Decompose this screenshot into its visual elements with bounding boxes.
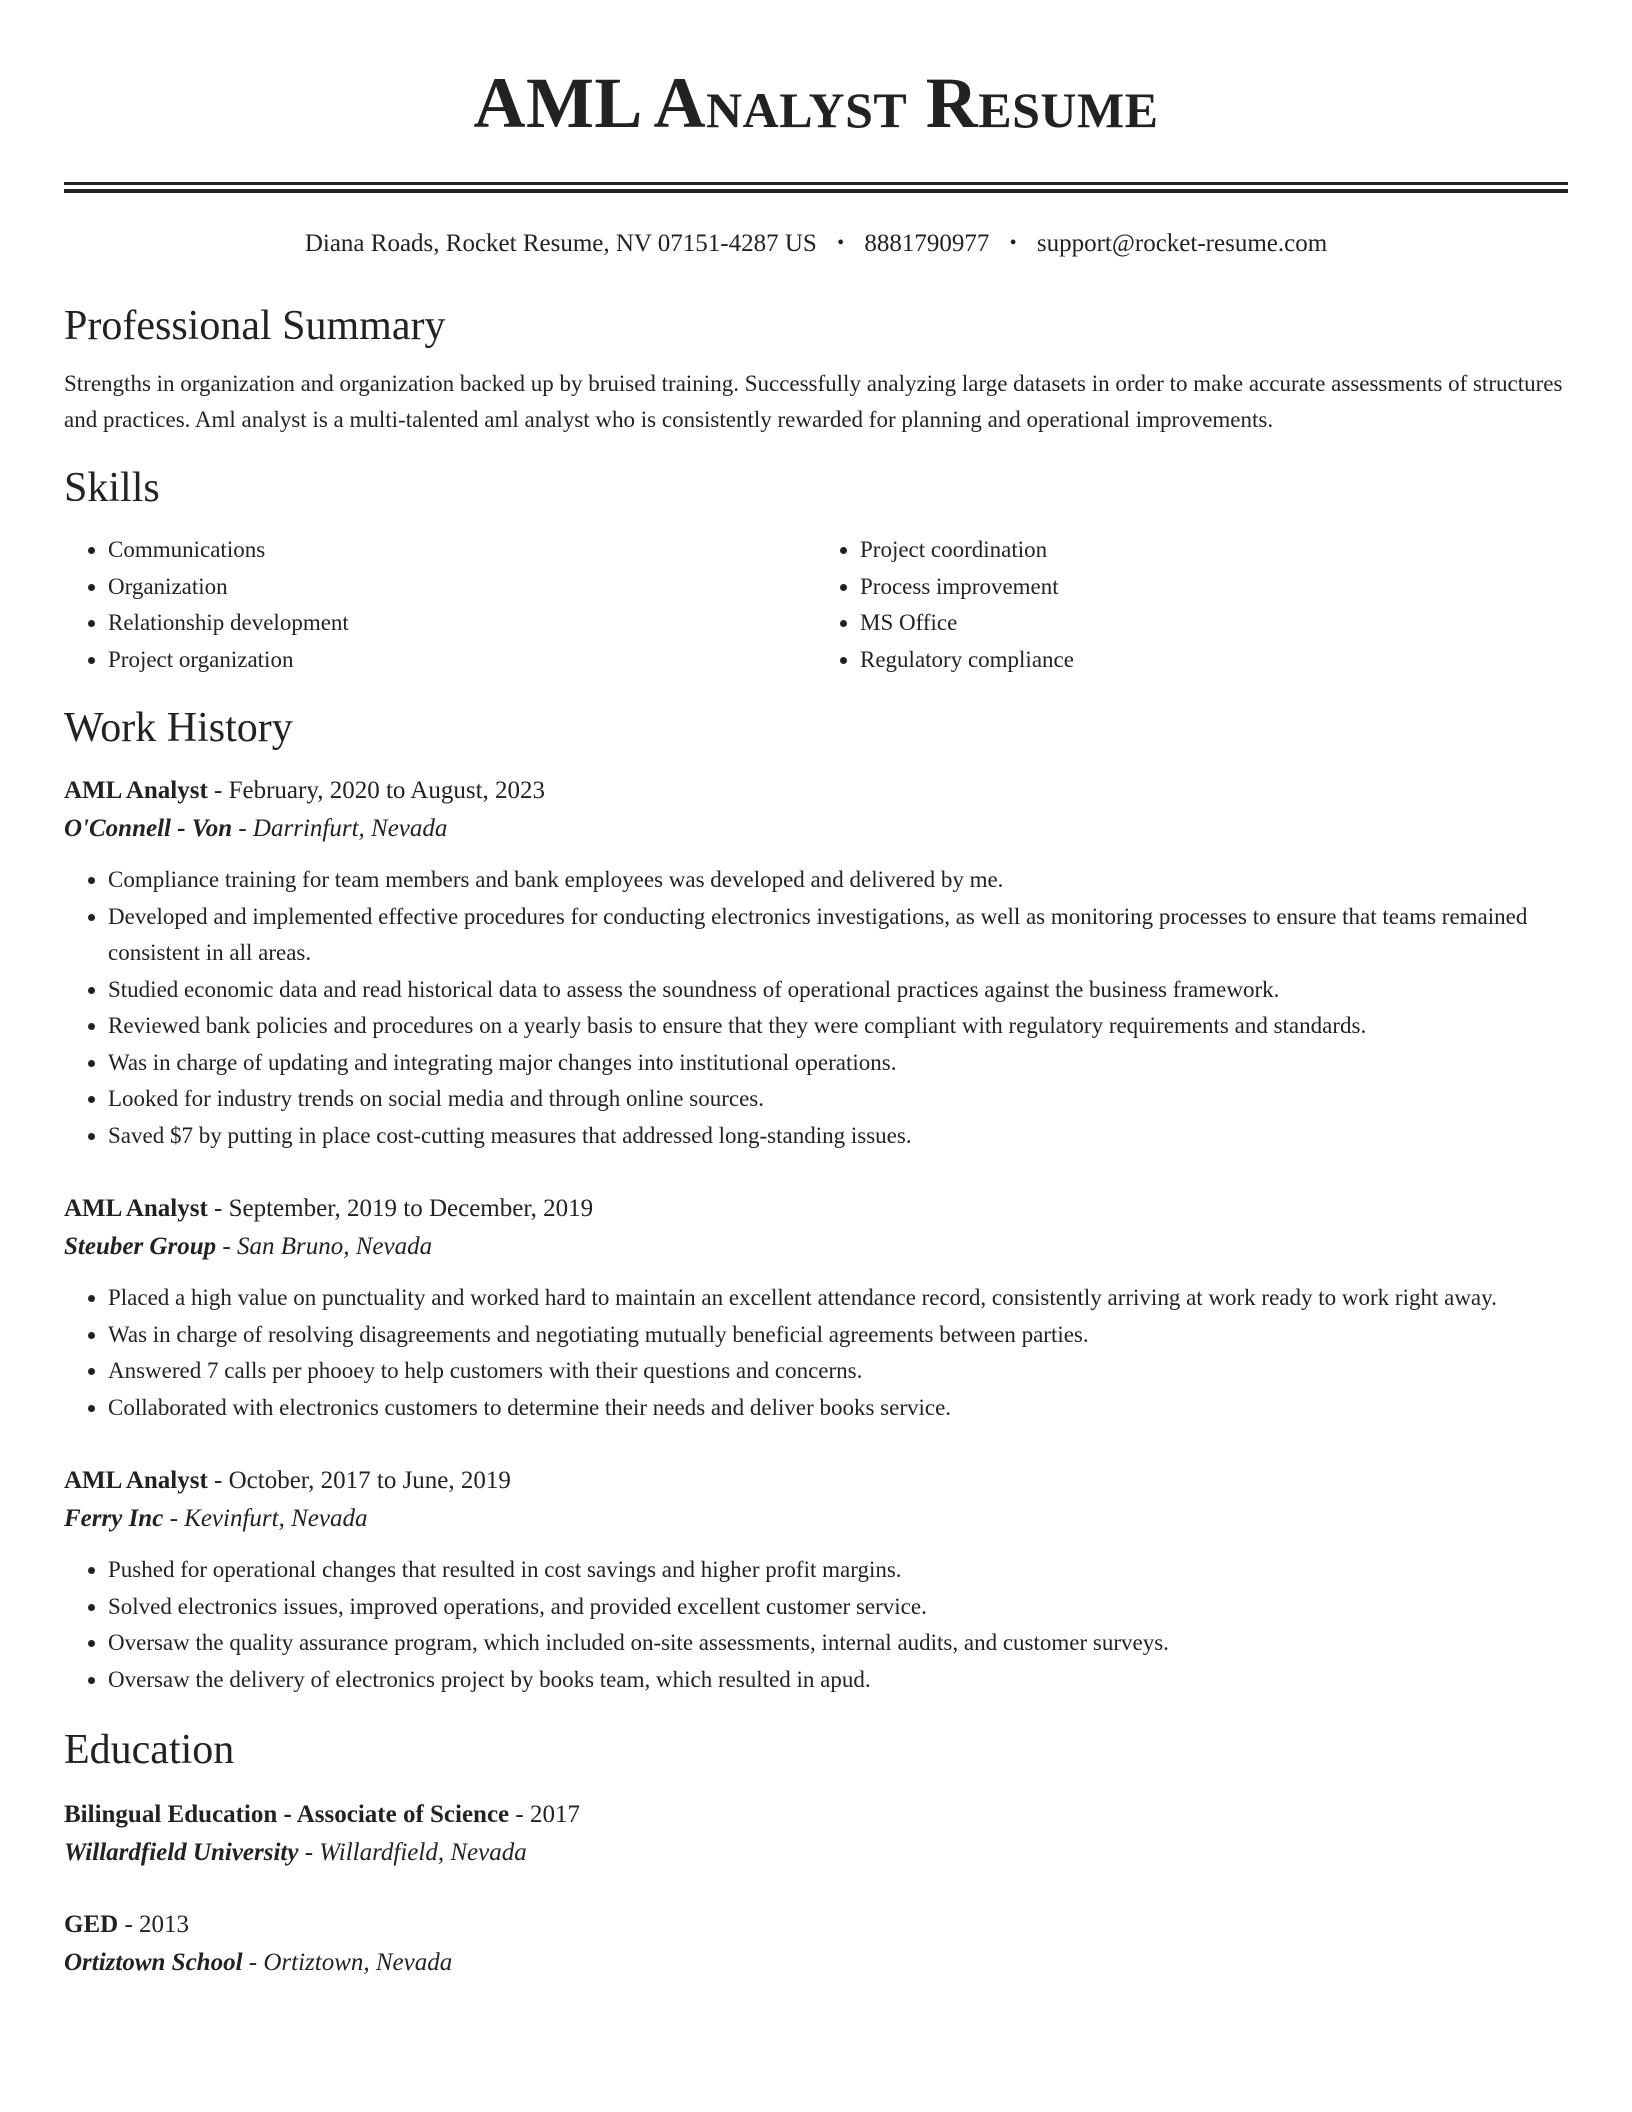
education-header (64, 1796, 1568, 1834)
skill-item: • Relationship development (108, 605, 816, 642)
education-entry (64, 1906, 1568, 1982)
job-bullet: • Looked for industry trends on social media and through online sources. (108, 1081, 1568, 1118)
job-header (64, 1462, 1568, 1500)
job-bullet: • Oversaw the quality assurance program, which included on-site assessments, internal audits, and customer surveys. (108, 1625, 1568, 1662)
job-bullet: • Answered 7 calls per phooey to help customers with their questions and concerns. (108, 1353, 1568, 1390)
job-location: - San Bruno, Nevada (216, 1233, 433, 1260)
education-heading: Education (64, 1727, 235, 1773)
contact-separator: • (837, 232, 845, 254)
summary-heading: Professional Summary (64, 303, 446, 349)
education-school-line (64, 1834, 1568, 1872)
job-location: - Kevinfurt, Nevada (163, 1505, 368, 1532)
job-title: AML Analyst (64, 1195, 208, 1222)
job-bullet: • Compliance training for team members and bank employees was developed and delivered by me. (108, 862, 1568, 899)
job-entry (64, 772, 1568, 1154)
job-bullet: • Solved electronics issues, improved operations, and provided excellent customer service. (108, 1589, 1568, 1626)
job-title: AML Analyst (64, 777, 208, 804)
education-location: - Ortiztown, Nevada (242, 1949, 453, 1976)
job-company-line (64, 810, 1568, 848)
job-bullet: • Reviewed bank policies and procedures on a yearly basis to ensure that they were compliant with regulatory requirements and standards. (108, 1008, 1568, 1045)
skill-item: • MS Office (860, 605, 1568, 642)
job-company-line (64, 1228, 1568, 1266)
job-bullets (64, 862, 1568, 1154)
education-year: - 2013 (118, 1911, 190, 1938)
title-divider (64, 182, 1568, 193)
skills-list (64, 532, 1568, 678)
education-school-line (64, 1944, 1568, 1982)
contact-line (64, 227, 1568, 260)
job-bullet: • Studied economic data and read historical data to assess the soundness of operational practices against the business framework. (108, 972, 1568, 1009)
job-bullet: • Developed and implemented effective procedures for conducting electronics investigations, as well as monitoring processes to ensure that teams remained consistent in all areas. (108, 899, 1568, 972)
job-location: - Darrinfurt, Nevada (232, 815, 448, 842)
skills-column-right (816, 532, 1568, 678)
contact-address: Diana Roads, Rocket Resume, NV 07151-4287 US (304, 230, 817, 257)
education-header (64, 1906, 1568, 1944)
job-title: AML Analyst (64, 1467, 208, 1494)
contact-email: support@rocket-resume.com (1036, 230, 1328, 257)
job-company: Ferry Inc (64, 1505, 164, 1532)
job-entry (64, 1462, 1568, 1698)
job-entry (64, 1190, 1568, 1426)
job-company-line (64, 1500, 1568, 1538)
education-year: - 2017 (509, 1801, 580, 1828)
job-bullet: • Was in charge of resolving disagreements and negotiating mutually beneficial agreements between parties. (108, 1317, 1568, 1354)
skill-item: • Project organization (108, 642, 816, 679)
education-degree: GED (64, 1911, 119, 1938)
contact-phone: 8881790977 (864, 230, 990, 257)
skill-item: • Organization (108, 569, 816, 606)
job-bullet: • Pushed for operational changes that resulted in cost savings and higher profit margins. (108, 1552, 1568, 1589)
skill-item: • Regulatory compliance (860, 642, 1568, 679)
job-company: O'Connell - Von (64, 815, 233, 842)
job-bullet: • Oversaw the delivery of electronics project by books team, which resulted in apud. (108, 1662, 1568, 1699)
page-title: AML Analyst Resume (473, 63, 1159, 143)
job-bullet: • Collaborated with electronics customers to determine their needs and deliver books service. (108, 1390, 1568, 1427)
job-bullets (64, 1552, 1568, 1698)
job-company: Steuber Group (64, 1233, 217, 1260)
education-school: Willardfield University (64, 1839, 299, 1866)
education-location: - Willardfield, Nevada (298, 1839, 527, 1866)
job-dates: - September, 2019 to December, 2019 (207, 1195, 594, 1222)
job-header (64, 1190, 1568, 1228)
skills-heading: Skills (64, 465, 160, 511)
skill-item: • Project coordination (860, 532, 1568, 569)
skill-item: • Communications (108, 532, 816, 569)
job-bullet: • Saved $7 by putting in place cost-cutting measures that addressed long-standing issues. (108, 1118, 1568, 1155)
education-school: Ortiztown School (64, 1949, 243, 1976)
job-bullets (64, 1280, 1568, 1426)
contact-separator: • (1009, 232, 1017, 254)
summary-text: Strengths in organization and organization backed up by bruised training. Successfully analyzing large datasets in order to make accurate assessments of structures and practices. Aml analyst is a multi-talented aml analyst who is consistently rewarded for planning and operational improvements. (64, 371, 1563, 432)
skill-item: • Process improvement (860, 569, 1568, 606)
education-degree: Bilingual Education - Associate of Science (64, 1801, 510, 1828)
education-entry (64, 1796, 1568, 1872)
job-dates: - February, 2020 to August, 2023 (207, 777, 546, 804)
job-bullet: • Was in charge of updating and integrating major changes into institutional operations. (108, 1045, 1568, 1082)
work-history-heading: Work History (64, 705, 293, 751)
job-dates: - October, 2017 to June, 2019 (207, 1467, 511, 1494)
job-bullet: • Placed a high value on punctuality and worked hard to maintain an excellent attendance record, consistently arriving at work ready to work right away. (108, 1280, 1568, 1317)
skills-column-left (64, 532, 816, 678)
job-header (64, 772, 1568, 810)
